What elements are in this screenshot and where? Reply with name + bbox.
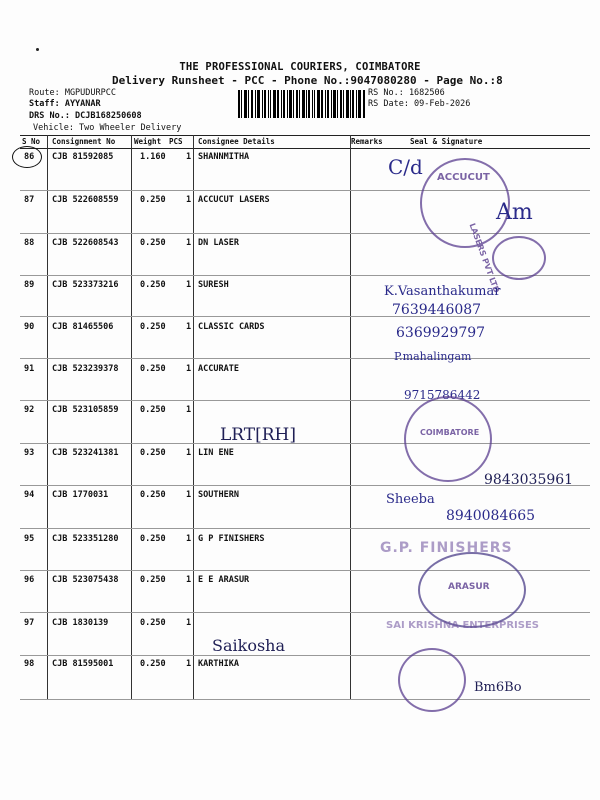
row-consignment: CJB 81592085 xyxy=(52,152,114,162)
row-consignee: LIN ENE xyxy=(198,448,234,458)
name-row-97: Saikosha xyxy=(212,636,285,655)
coimbatore-stamp-text: COIMBATORE xyxy=(420,428,480,437)
row-divider xyxy=(20,443,590,444)
row-s-no: 94 xyxy=(24,490,35,500)
table-row xyxy=(20,152,590,166)
row-weight: 0.250 xyxy=(140,280,166,290)
row-weight: 0.250 xyxy=(140,659,166,669)
table-row xyxy=(20,448,590,462)
row-s-no: 87 xyxy=(24,195,35,205)
row-consignee: DN LASER xyxy=(198,238,239,248)
row-weight: 0.250 xyxy=(140,364,166,374)
row-weight: 0.250 xyxy=(140,534,166,544)
row-weight: 0.250 xyxy=(140,490,166,500)
table-row xyxy=(20,405,590,419)
row-consignment: CJB 523351280 xyxy=(52,534,119,544)
row-s-no: 88 xyxy=(24,238,35,248)
row-consignment: CJB 522608543 xyxy=(52,238,119,248)
row-consignee: SURESH xyxy=(198,280,229,290)
row-pcs: 1 xyxy=(186,534,192,544)
row-consignment: CJB 523239378 xyxy=(52,364,119,374)
row-weight: 0.250 xyxy=(140,238,166,248)
runsheet-title: Delivery Runsheet - PCC - Phone No.:9047080280 - Page No.:8 xyxy=(112,74,503,87)
row-weight: 0.250 xyxy=(140,618,166,628)
row-weight: 0.250 xyxy=(140,322,166,332)
row-pcs: 1 xyxy=(186,152,192,162)
small-round-stamp xyxy=(492,236,546,280)
row-pcs: 1 xyxy=(186,659,192,669)
rs-date: RS Date: 09-Feb-2026 xyxy=(368,99,471,109)
row-consignment: CJB 1830139 xyxy=(52,618,109,628)
col-pcs: PCS xyxy=(169,137,183,146)
row-divider xyxy=(20,528,590,529)
col-consignee: Consignee Details xyxy=(198,137,275,146)
signature-row-98: Bm6Bo xyxy=(474,680,522,695)
table-header xyxy=(20,135,590,148)
row-weight: 0.250 xyxy=(140,448,166,458)
table-row xyxy=(20,322,590,336)
gp-finishers-stamp: G.P. FINISHERS xyxy=(380,540,513,556)
row-weight: 0.250 xyxy=(140,575,166,585)
row-s-no: 93 xyxy=(24,448,35,458)
row-s-no: 95 xyxy=(24,534,35,544)
row-s-no: 98 xyxy=(24,659,35,669)
paper-speck xyxy=(36,48,39,51)
row-pcs: 1 xyxy=(186,280,192,290)
row-pcs: 1 xyxy=(186,618,192,628)
col-weight: Weight xyxy=(134,137,162,146)
row-pcs: 1 xyxy=(186,575,192,585)
row-s-no: 86 xyxy=(24,152,35,162)
row-pcs: 1 xyxy=(186,238,192,248)
col-consignment: Consignment No xyxy=(52,137,116,146)
row-pcs: 1 xyxy=(186,490,192,500)
row-consignee: G P FINISHERS xyxy=(198,534,265,544)
sai-krishna-stamp: SAI KRISHNA ENTERPRISES xyxy=(386,620,540,631)
col-s-no: S No xyxy=(22,137,41,146)
rs-number: RS No.: 1682506 xyxy=(368,88,445,98)
accucut-stamp-side: LASERS PVT LTD xyxy=(467,222,502,295)
signature-row-86: C/d xyxy=(388,155,423,179)
row-pcs: 1 xyxy=(186,364,192,374)
row-s-no: 92 xyxy=(24,405,35,415)
row-s-no: 91 xyxy=(24,364,35,374)
table-row xyxy=(20,659,590,673)
row-consignment: CJB 1770031 xyxy=(52,490,109,500)
col-remarks: Remarks xyxy=(351,137,383,146)
row-consignment: CJB 523241381 xyxy=(52,448,119,458)
row-s-no: 89 xyxy=(24,280,35,290)
route-label: Route: MGPUDURPCC xyxy=(29,88,116,98)
row-divider xyxy=(20,358,590,359)
phone-row-94: 8940084665 xyxy=(446,508,536,524)
row-consignee: SHANNMITHA xyxy=(198,152,250,162)
row-weight: 0.250 xyxy=(140,195,166,205)
row-consignment: CJB 523105859 xyxy=(52,405,119,415)
row-s-no: 90 xyxy=(24,322,35,332)
name-row-91: P.mahalingam xyxy=(394,350,472,363)
company-title: THE PROFESSIONAL COURIERS, COIMBATORE xyxy=(179,61,421,73)
name-row-94: Sheeba xyxy=(386,492,435,507)
name-row-89: K.Vasanthakumar xyxy=(384,284,501,299)
row-s-no: 97 xyxy=(24,618,35,628)
row-consignee: KARTHIKA xyxy=(198,659,239,669)
round-stamp-row-98 xyxy=(398,648,466,712)
row-consignment: CJB 522608559 xyxy=(52,195,119,205)
row-consignment: CJB 81465506 xyxy=(52,322,114,332)
drs-number: DRS No.: DCJB168250608 xyxy=(29,111,142,121)
row-weight: 1.160 xyxy=(140,152,166,162)
accucut-stamp-text: ACCUCUT xyxy=(437,172,490,183)
row-consignee: E E ARASUR xyxy=(198,575,250,585)
signature-row-87: Am xyxy=(496,200,533,225)
phone-row-90: 6369929797 xyxy=(396,325,486,341)
phone-row-93: 9843035961 xyxy=(484,472,574,488)
row-pcs: 1 xyxy=(186,405,192,415)
row-consignment: CJB 523373216 xyxy=(52,280,119,290)
vehicle-label: Vehicle: Two Wheeler Delivery xyxy=(33,123,182,133)
row-divider xyxy=(20,699,590,700)
staff-label: Staff: AYYANAR xyxy=(29,99,101,109)
row-pcs: 1 xyxy=(186,195,192,205)
phone-row-89: 7639446087 xyxy=(392,302,482,318)
col-seal: Seal & Signature xyxy=(410,137,483,146)
barcode-image xyxy=(238,90,365,118)
row-pcs: 1 xyxy=(186,448,192,458)
row-divider xyxy=(20,400,590,401)
row-divider xyxy=(20,655,590,656)
row-consignee: ACCUCUT LASERS xyxy=(198,195,270,205)
arasur-stamp-text: ARASUR xyxy=(448,582,490,592)
table-header-divider xyxy=(20,148,590,149)
note-row-92: LRT[RH] xyxy=(220,425,297,445)
row-consignee: ACCURATE xyxy=(198,364,239,374)
table-row xyxy=(20,280,590,294)
row-consignee: CLASSIC CARDS xyxy=(198,322,265,332)
row-s-no: 96 xyxy=(24,575,35,585)
row-consignment: CJB 523075438 xyxy=(52,575,119,585)
table-row xyxy=(20,490,590,504)
row-weight: 0.250 xyxy=(140,405,166,415)
row-consignee: SOUTHERN xyxy=(198,490,239,500)
row-divider xyxy=(20,233,590,234)
row-consignment: CJB 81595001 xyxy=(52,659,114,669)
row-divider xyxy=(20,316,590,317)
row-pcs: 1 xyxy=(186,322,192,332)
table-row xyxy=(20,364,590,378)
phone-row-91: 9715786442 xyxy=(404,388,481,402)
coimbatore-stamp xyxy=(404,396,492,482)
